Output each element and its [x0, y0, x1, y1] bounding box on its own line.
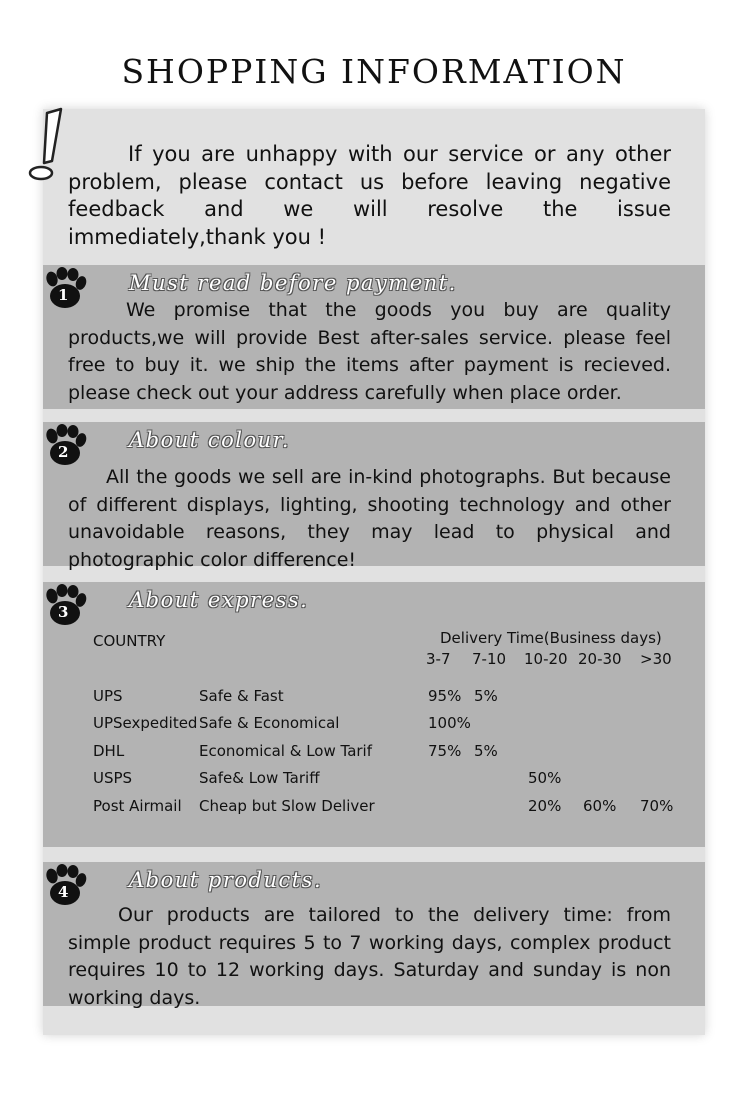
section-text: All the goods we sell are in-kind photographs. But because of different displays, lighting, shooting technology and other unavoidable reasons, they may lead to physical and photographic color difference!	[68, 466, 671, 571]
section-heading: About products.	[129, 868, 323, 892]
row-value: 100%	[428, 714, 471, 732]
section-heading: Must read before payment.	[129, 271, 457, 295]
row-value: 75%	[428, 742, 462, 760]
info-card	[43, 109, 705, 1035]
row-country: DHL	[93, 742, 125, 760]
row-value: 95%	[428, 687, 462, 705]
row-value: 5%	[474, 742, 498, 760]
express-table	[43, 582, 705, 847]
section-number: 1	[58, 286, 69, 304]
section-text: Our products are tailored to the delivery time: from simple product requires 5 to 7 working days, complex product requires 10 to 12 working days. Saturday and sunday is non working days.	[68, 904, 671, 1009]
section-heading: About express.	[129, 588, 309, 612]
delivery-header: Delivery Time(Business days)	[440, 629, 662, 647]
row-value: 5%	[474, 687, 498, 705]
section-number: 3	[58, 603, 69, 621]
row-desc: Safe& Low Tariff	[199, 769, 320, 787]
row-value: 50%	[528, 769, 562, 787]
row-desc: Safe & Fast	[199, 687, 284, 705]
row-country: UPSexpedited	[93, 714, 198, 732]
row-value: 60%	[583, 797, 617, 815]
section-colour	[43, 422, 705, 571]
range-header: 20-30	[578, 650, 622, 668]
section-text: We promise that the goods you buy are quality products,we will provide Best after-sales service. please feel free to buy it. we ship the items after payment is recieved. please check out your address carefully when place order.	[68, 299, 671, 404]
section-heading: About colour.	[129, 428, 291, 452]
row-value: 70%	[640, 797, 674, 815]
country-header: COUNTRY	[93, 632, 166, 650]
row-value: 20%	[528, 797, 562, 815]
intro-text: If you are unhappy with our service or any other problem, please contact us before leaving negative feedback and we will resolve the issue immediately,thank you !	[68, 142, 671, 249]
section-express	[43, 582, 705, 847]
section-products	[43, 862, 705, 1009]
range-header: 3-7	[426, 650, 451, 668]
section-number: 2	[58, 443, 69, 461]
row-desc: Safe & Economical	[199, 714, 340, 732]
page-title: SHOPPING INFORMATION	[121, 52, 627, 91]
row-country: UPS	[93, 687, 123, 705]
range-header: >30	[640, 650, 672, 668]
range-header: 10-20	[524, 650, 568, 668]
row-country: USPS	[93, 769, 133, 787]
section-number: 4	[58, 883, 69, 901]
row-desc: Cheap but Slow Deliver	[199, 797, 375, 815]
range-header: 7-10	[472, 650, 507, 668]
row-desc: Economical & Low Tarif	[199, 742, 372, 760]
section-payment	[43, 265, 705, 409]
row-country: Post Airmail	[93, 797, 182, 815]
